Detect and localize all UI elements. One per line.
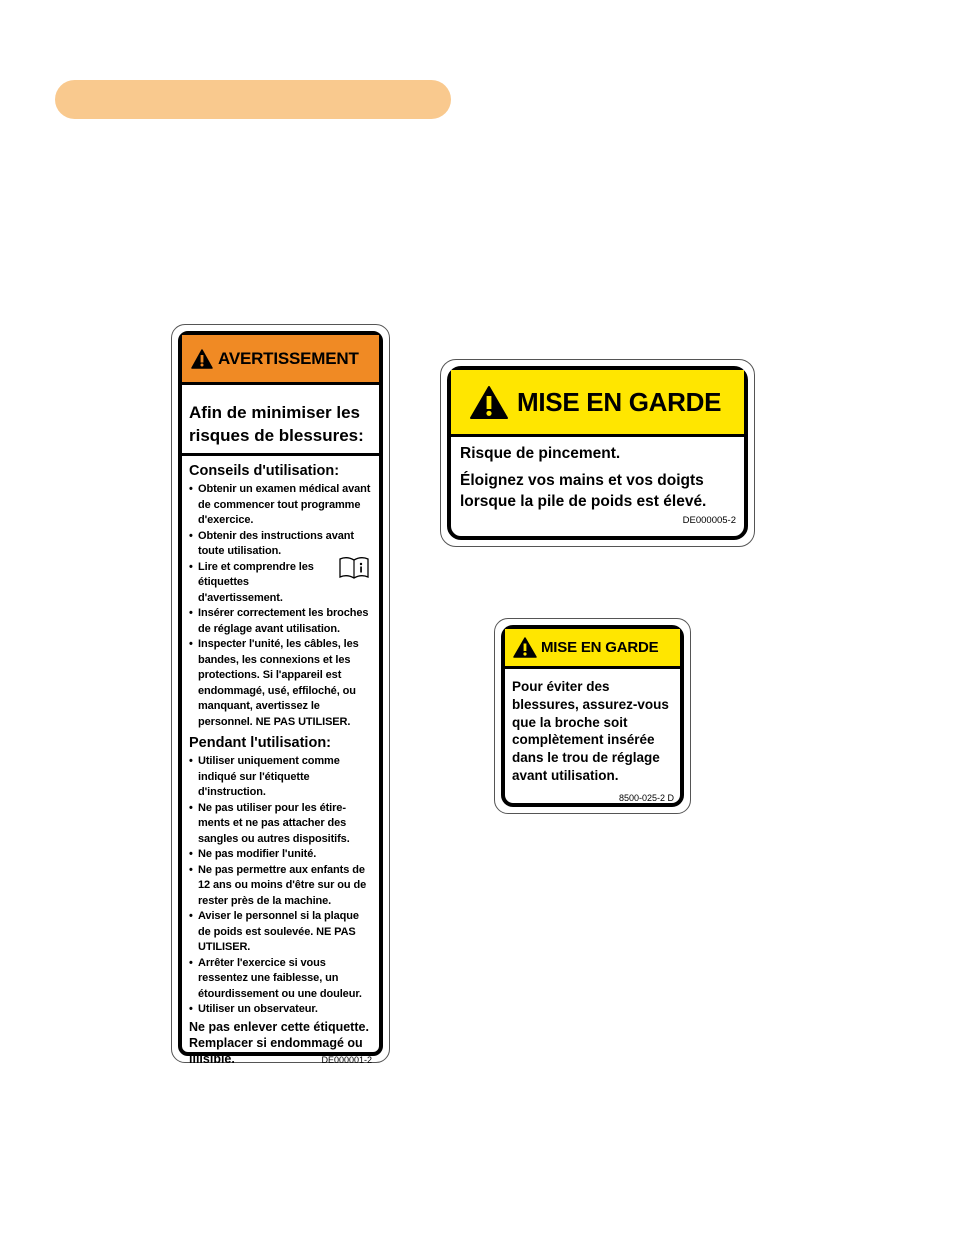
list-item: • Arrêter l'exercice si vous ressentez une faiblesse, un étourdissement ou une douleur.: [189, 956, 374, 1003]
usage-list: [189, 482, 374, 730]
list-item: • Utiliser un observateur.: [189, 1002, 374, 1018]
list-item-text: • Lire et comprendre les étiquettes d'avertissement.: [198, 560, 314, 604]
caution-pinch-label: [440, 359, 755, 547]
manual-book-icon: [338, 556, 370, 580]
warning-body: [182, 456, 379, 1068]
list-item: • Obtenir des instructions avant toute utilisation.: [189, 529, 374, 560]
warning-header: [182, 335, 379, 385]
during-list: [189, 754, 374, 1018]
caution-pin-body: [505, 669, 680, 808]
list-item: • Obtenir un examen médical avant de commencer tout programme d'exercice.: [189, 482, 374, 529]
caution-header: [505, 629, 680, 669]
list-item: • Insérer correctement les broches de réglage avant utilisation.: [189, 606, 374, 637]
caution-pinch-body: [451, 437, 744, 526]
caution-pinch-line1: Risque de pincement.: [460, 445, 621, 462]
list-item: • Aviser le personnel si la plaque de poids est soulevée. NE PAS UTILISER.: [189, 909, 374, 956]
caution-header-text: MISE EN GARDE: [541, 639, 659, 656]
caution-pin-frame: [501, 625, 684, 807]
section-usage-title: Conseils d'utilisation:: [189, 463, 340, 479]
list-item: • Ne pas utiliser pour les étire-ments et ne pas attacher des sangles ou autres dispositifs.: [189, 801, 374, 848]
warning-footer: [189, 1019, 374, 1068]
warning-triangle-icon: [513, 637, 537, 658]
warning-triangle-icon: [191, 349, 213, 369]
warning-lead: Afin de minimiser les risques de blessures:: [182, 385, 379, 456]
warning-header-text: AVERTISSEMENT: [218, 348, 359, 368]
caution-pinch-line2: Éloignez vos mains et vos doigts lorsque la pile de poids est élevé.: [460, 472, 707, 510]
section-tab: [55, 80, 451, 119]
footer-line: Remplacer si endommagé ou: [189, 1035, 363, 1050]
list-item: [189, 560, 374, 607]
caution-pinch-frame: [447, 366, 748, 540]
caution-header: [451, 370, 744, 437]
caution-pin-label: [494, 618, 691, 814]
warning-label-frame: [178, 331, 383, 1066]
footer-line: illisible.: [189, 1051, 235, 1066]
section-during-title: Pendant l'utilisation:: [189, 735, 332, 751]
list-item: • Ne pas modifier l'unité.: [189, 847, 374, 863]
warning-triangle-icon: [469, 385, 509, 420]
list-item: • Inspecter l'unité, les câbles, les bandes, les connexions et les protections. Si l'appareil est endommagé, usé, effiloché, ou manquant, avertissez le personnel. NE PAS UTILISER.: [189, 637, 374, 730]
caution-pin-text: Pour éviter des blessures, assurez-vous que la broche soit complètement insérée dans le trou de réglage avant utilisation.: [512, 679, 669, 783]
label-code: DE000001-2: [321, 1054, 372, 1065]
warning-label: [171, 324, 390, 1066]
footer-line: Ne pas enlever cette étiquette.: [189, 1019, 369, 1034]
caution-header-text: MISE EN GARDE: [517, 386, 722, 417]
list-item: • Utiliser uniquement comme indiqué sur l'étiquette d'instruction.: [189, 754, 374, 801]
label-code: DE000005-2: [682, 515, 736, 526]
list-item: • Ne pas permettre aux enfants de 12 ans ou moins d'être sur ou de rester près de la machine.: [189, 863, 374, 910]
label-code: 8500-025-2 D: [618, 792, 674, 803]
